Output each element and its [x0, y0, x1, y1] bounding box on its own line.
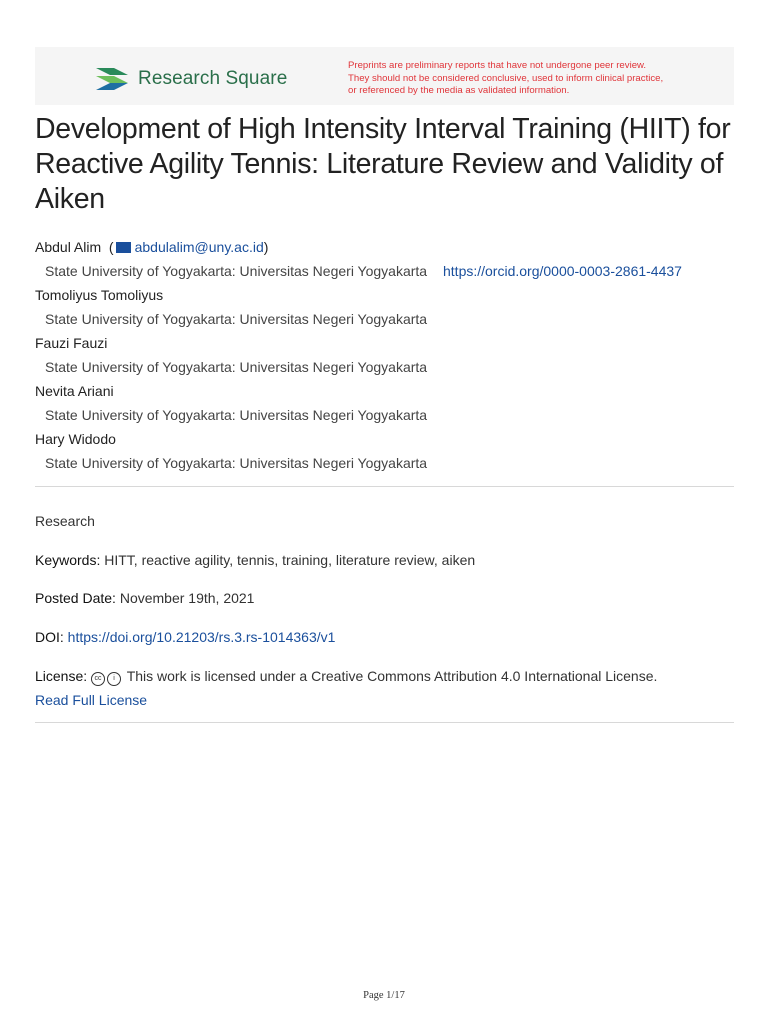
research-square-logo[interactable]	[94, 64, 287, 94]
author-affiliation: State University of Yogyakarta: Universitas Negeri Yogyakarta	[45, 359, 428, 375]
author-affiliation: State University of Yogyakarta: Universitas Negeri Yogyakarta https://orcid.org/0000-0003-2861-4437	[45, 263, 682, 279]
author-affiliation: State University of Yogyakarta: Universitas Negeri Yogyakarta	[45, 407, 428, 423]
author-name: Hary Widodo	[35, 431, 116, 447]
preprint-disclaimer	[348, 60, 728, 98]
author-name: Nevita Ariani	[35, 383, 114, 399]
posted-date-value: November 19th, 2021	[119, 590, 255, 606]
disclaimer-line: Preprints are preliminary reports that have not undergone peer review.	[348, 60, 647, 71]
divider	[35, 486, 734, 487]
by-icon: i	[107, 672, 121, 686]
doi-line: DOI: https://doi.org/10.21203/rs.3.rs-1014363/v1	[35, 629, 336, 645]
cc-icon: cc	[91, 672, 105, 686]
author-affiliation: State University of Yogyakarta: Universitas Negeri Yogyakarta	[45, 455, 428, 471]
author-name: Fauzi Fauzi	[35, 335, 108, 351]
paper-title: Development of High Intensity Interval Training (HIIT) for Reactive Agility Tennis: Literature Review and Validity of Aiken	[35, 113, 731, 215]
doi-link[interactable]: https://doi.org/10.21203/rs.3.rs-1014363/v1	[67, 629, 336, 645]
author-list	[35, 236, 735, 476]
article-category: Research	[35, 513, 95, 529]
keywords-value: HITT, reactive agility, tennis, training, literature review, aiken	[104, 552, 476, 568]
license-line: License: cc i This work is licensed under a Creative Commons Attribution 4.0 International License.	[35, 668, 658, 684]
author-name: Tomoliyus Tomoliyus	[35, 287, 164, 303]
logo-text: Research Square	[138, 68, 288, 89]
divider	[35, 722, 734, 723]
read-full-license-link[interactable]: Read Full License	[35, 692, 148, 708]
page-number: Page 1/17	[363, 990, 405, 1001]
disclaimer-line: They should not be considered conclusive, used to inform clinical practice,	[348, 72, 664, 84]
posted-date-line: Posted Date: November 19th, 2021	[35, 590, 255, 606]
orcid-link[interactable]: https://orcid.org/0000-0003-2861-4437	[443, 263, 682, 279]
author-email-link[interactable]: abdulalim@uny.ac.id	[134, 239, 264, 255]
disclaimer-line: or referenced by the media as validated information.	[348, 85, 570, 97]
keywords-line: Keywords: HITT, reactive agility, tennis, training, literature review, aiken	[35, 552, 476, 568]
read-license-line	[35, 692, 147, 708]
research-square-logo-icon	[94, 64, 130, 94]
author-affiliation: State University of Yogyakarta: Universitas Negeri Yogyakarta	[45, 311, 428, 327]
author-name: Abdul Alim ( abdulalim@uny.ac.id)	[35, 239, 269, 255]
license-text: This work is licensed under a Creative Commons Attribution 4.0 International License.	[126, 668, 658, 684]
mail-icon	[116, 242, 131, 253]
